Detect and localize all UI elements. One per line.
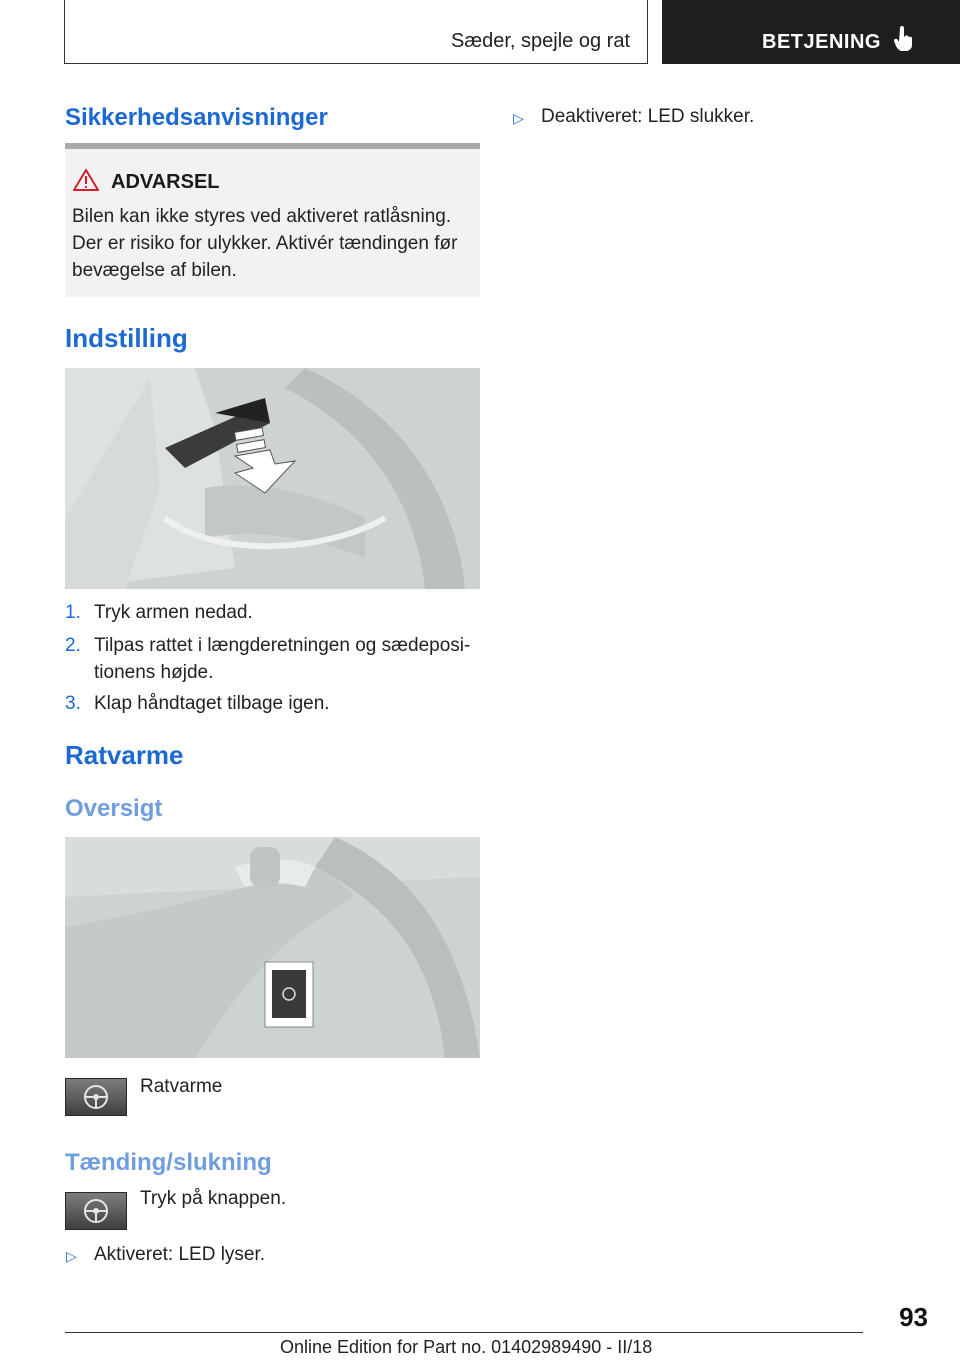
warning-title: ADVARSEL [111, 171, 220, 193]
list-item-text: Klap håndtaget tilbage igen. [94, 693, 330, 714]
chapter-tab-label: BETJENING [762, 31, 881, 53]
activated-text: Aktiveret: LED lyser. [94, 1244, 266, 1265]
heating-heading: Ratvarme [65, 740, 184, 770]
press-text: Tryk på knappen. [140, 1188, 287, 1209]
list-item-text: Tryk armen nedad. [94, 602, 253, 623]
button-label: Ratvarme [140, 1076, 223, 1097]
heating-button-illustration [65, 837, 480, 1058]
adjust-heading: Indstilling [65, 323, 188, 353]
overview-heading: Oversigt [65, 795, 163, 822]
chapter-tab[interactable] [662, 0, 960, 64]
triangle-bullet-icon: ▷ [66, 1248, 77, 1264]
steering-heat-icon [65, 1078, 127, 1116]
steering-heat-icon [65, 1192, 127, 1230]
list-item [65, 632, 480, 686]
safety-heading: Sikkerhedsanvisninger [65, 104, 328, 131]
triangle-bullet-icon: ▷ [513, 110, 524, 126]
warning-box [65, 149, 480, 297]
footer-divider [65, 1332, 863, 1333]
onoff-heading: Tænding/slukning [65, 1149, 272, 1176]
list-item-number: 3. [65, 693, 81, 714]
warning-text: Bilen kan ikke styres ved aktiveret ratlåsning. Der er risiko for ulykker. Aktivér tændingen før bevægelse af bilen. [72, 206, 458, 281]
deactivated-text: Deaktiveret: LED slukker. [541, 106, 755, 127]
list-item-number: 2. [65, 635, 81, 656]
list-item-number: 1. [65, 602, 81, 623]
list-item-text: Tilpas rattet i længderetningen og sædeposi-tionens højde. [94, 635, 471, 683]
edition-text: Online Edition for Part no. 01402989490 - II/18 [280, 1337, 653, 1357]
section-title: Sæder, spejle og rat [451, 30, 630, 52]
page-number: 93 [899, 1302, 928, 1332]
hand-pointer-icon [894, 26, 916, 52]
warning-triangle-icon [73, 169, 99, 191]
steering-lever-illustration [65, 368, 480, 589]
